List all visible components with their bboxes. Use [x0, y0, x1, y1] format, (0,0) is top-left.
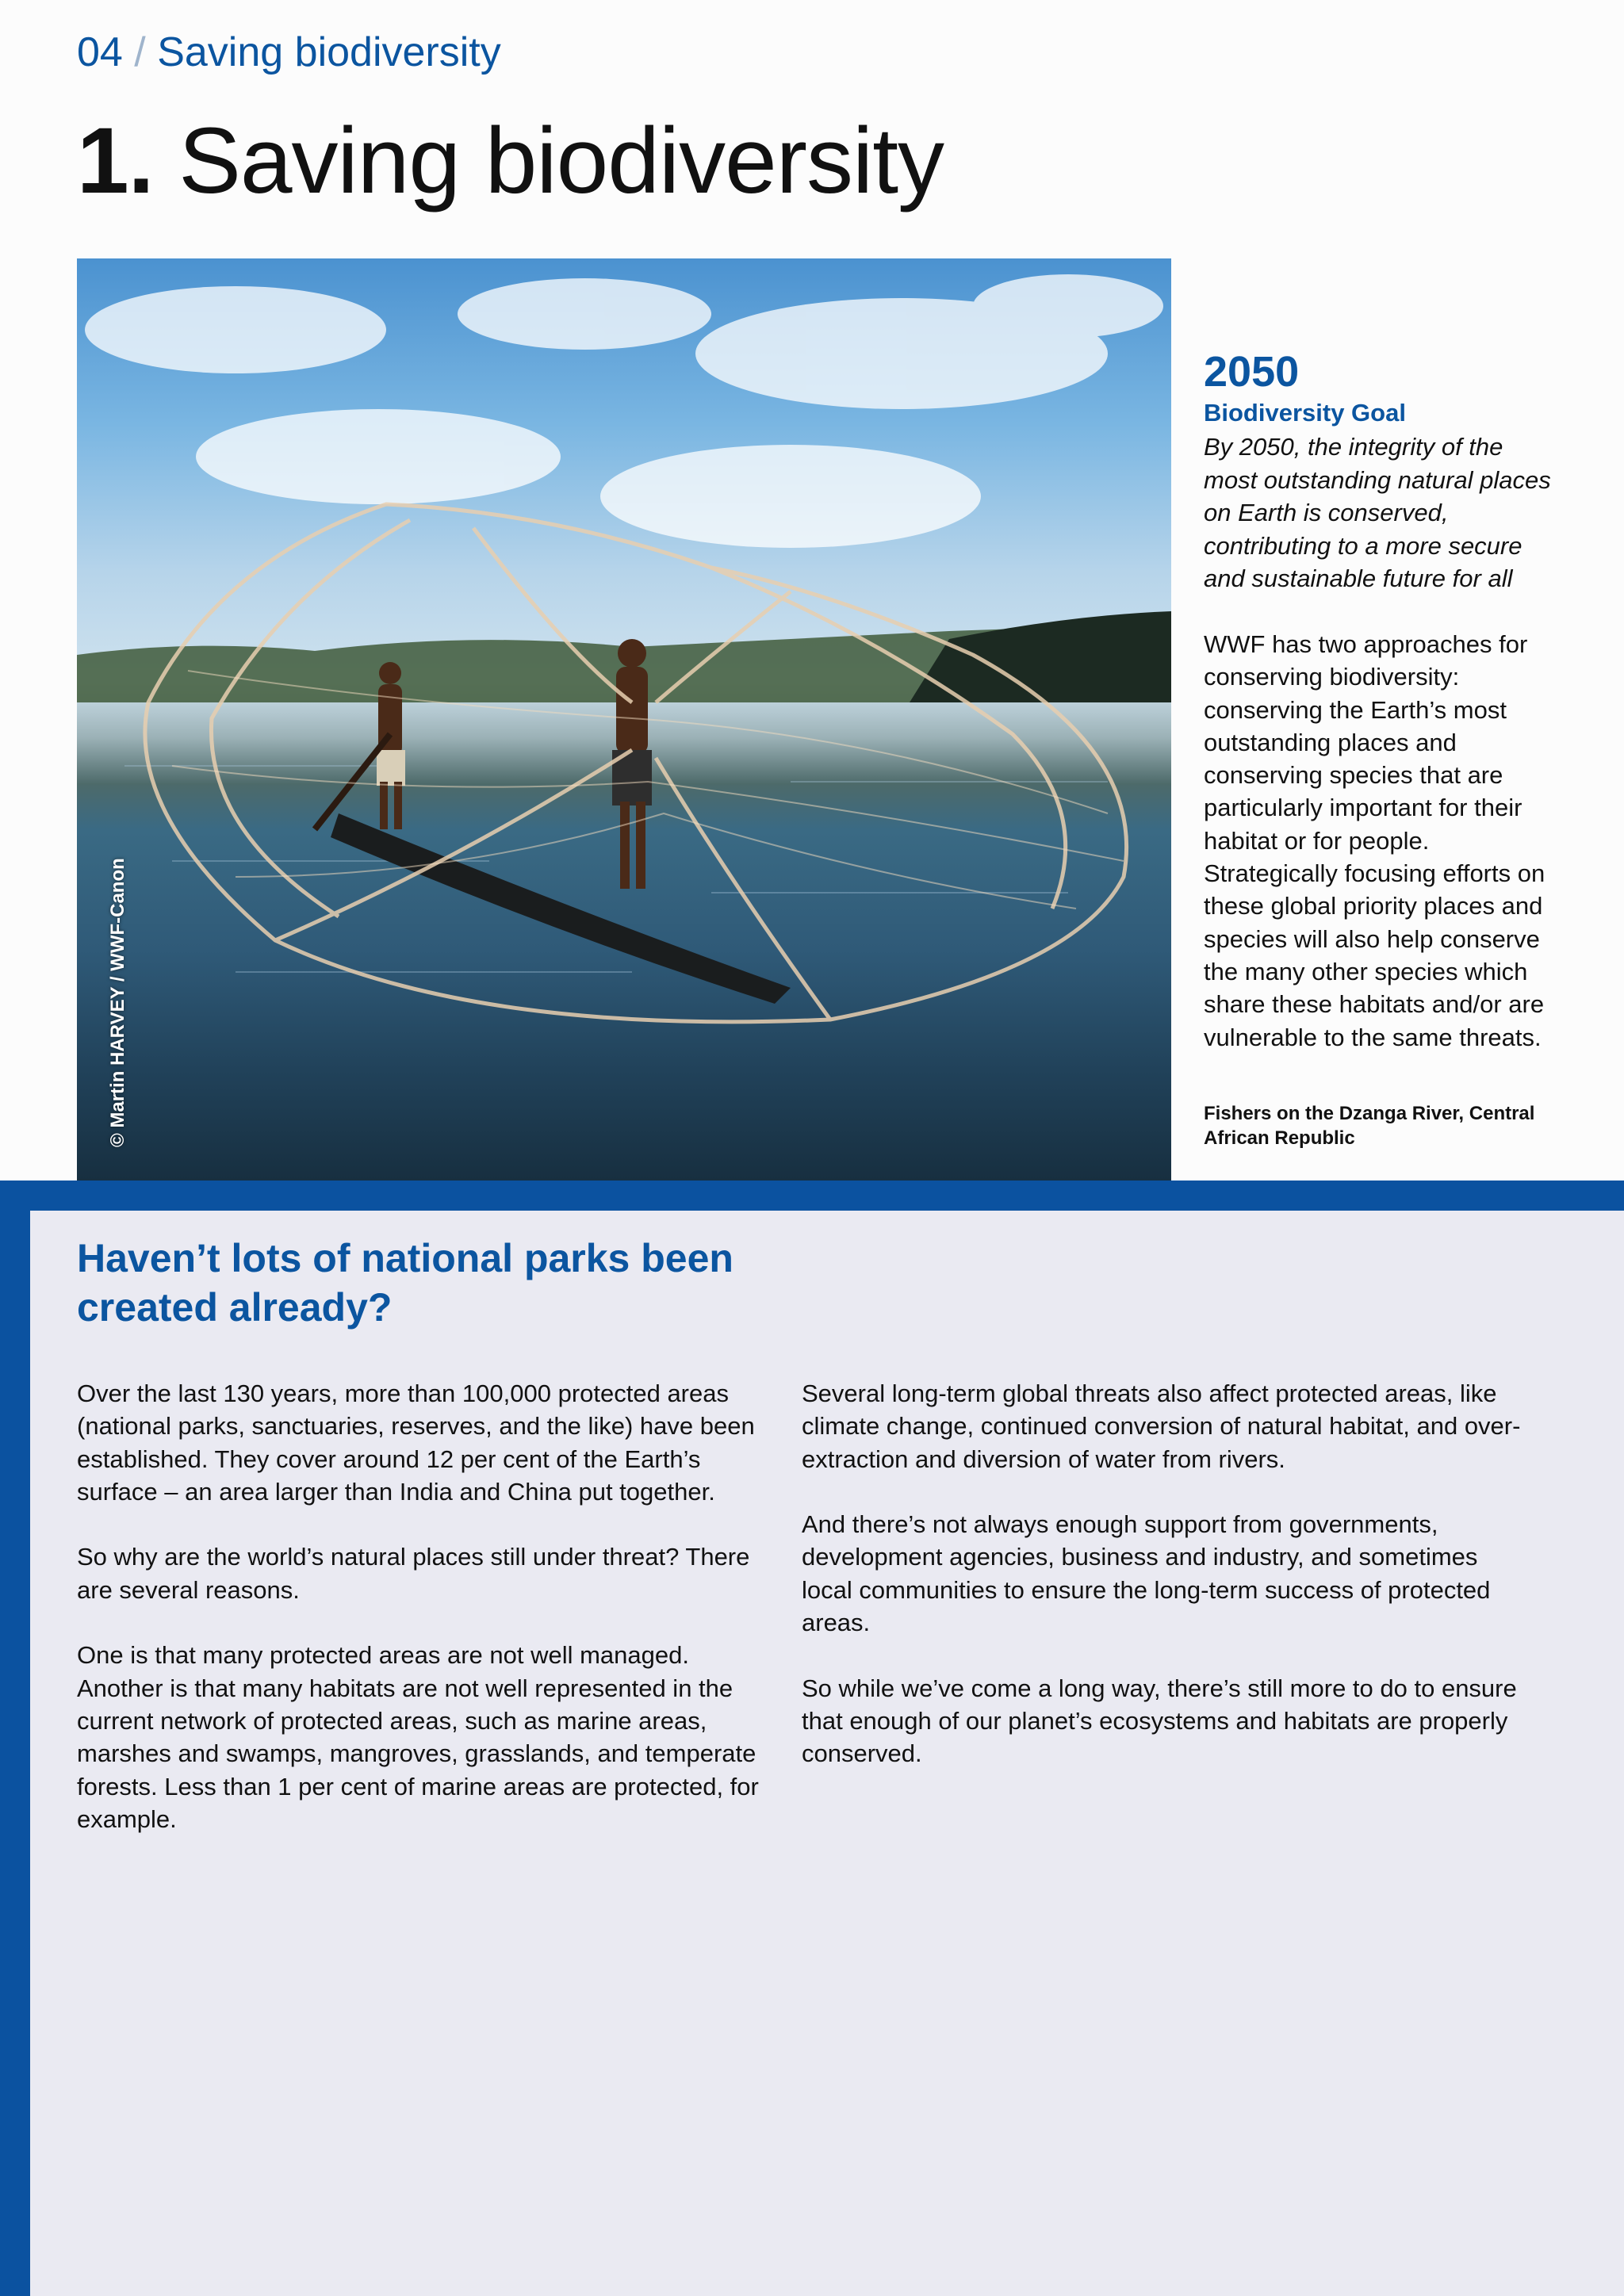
approach-text: WWF has two approaches for conserving biodiversity: conserving the Earth’s most outstanding places and conserving species that are particularly important for their habitat or for people. Strategically focusing efforts on these global priority places and species will also help conserve the many other species which share these habitats and/or are vulnerable to the same threats.	[1204, 630, 1545, 1051]
paragraph: So while we’ve come a long way, there’s still more to do to ensure that enough of our planet’s ecosystems and habitats are properly conserved.	[802, 1674, 1517, 1768]
paragraph: One is that many protected areas are not well managed. Another is that many habitats are not well represented in the current network of protected areas, such as marine areas, marshes and swamps, mangroves, grasslands, and temperate forests. Less than 1 per cent of marine areas are protected, for example.	[77, 1641, 759, 1833]
left-accent-bar	[0, 1181, 30, 2296]
section-number: 04	[77, 29, 123, 75]
paragraph: Several long-term global threats also affect protected areas, like climate change, continued conversion of natural habitat, and over-extraction and diversion of water from rivers.	[802, 1380, 1521, 1473]
section-name: Saving biodiversity	[157, 29, 501, 75]
photo-caption: Fishers on the Dzanga River, Central African Republic	[1204, 1103, 1535, 1149]
photo-credit: © Martin HARVEY / WWF-Canon	[107, 858, 128, 1147]
photo-illustration	[77, 258, 1171, 1181]
paragraph: So why are the world’s natural places still under threat? There are several reasons.	[77, 1543, 750, 1604]
body-column-right	[802, 1377, 1523, 1803]
section-separator: /	[134, 29, 146, 75]
section-divider	[0, 1181, 1624, 1211]
page-title	[77, 109, 944, 212]
paragraph: Over the last 130 years, more than 100,000 protected areas (national parks, sanctuaries, reserves, and the like) have been established. They cover around 12 per cent of the Earth’s surface – an area larger than India and China put together.	[77, 1380, 755, 1506]
title-text: Saving biodiversity	[178, 109, 944, 213]
goal-title: Biodiversity Goal	[1204, 399, 1406, 427]
question-heading: Haven’t lots of national parks been created already?	[77, 1236, 733, 1330]
body-column-left	[77, 1377, 775, 1868]
fishers-photo	[77, 258, 1171, 1181]
goal-year: 2050	[1204, 348, 1300, 396]
paragraph: And there’s not always enough support from governments, development agencies, business and industry, and sometimes local communities to ensure the long-term success of protected areas.	[802, 1510, 1491, 1637]
goal-statement: By 2050, the integrity of the most outstanding natural places on Earth is conserved, contributing to a more secure and sustainable future for all	[1204, 433, 1551, 592]
running-head	[77, 29, 501, 76]
title-number: 1.	[77, 109, 154, 213]
